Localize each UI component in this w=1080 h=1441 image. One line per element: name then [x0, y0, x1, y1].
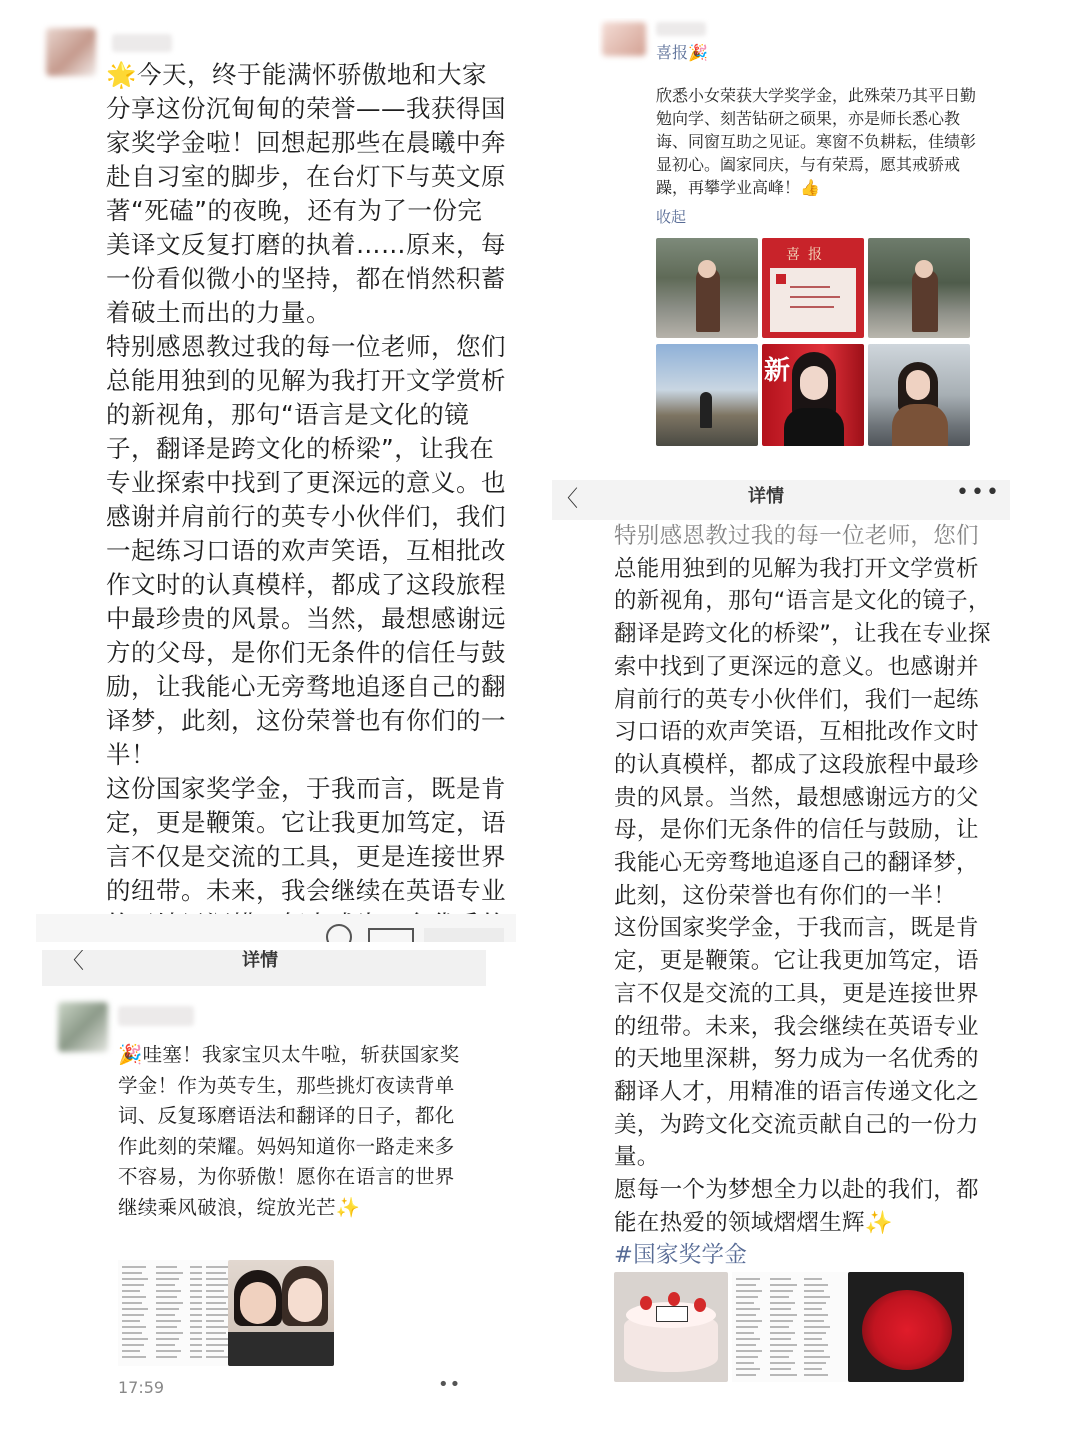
list-line: [206, 1350, 224, 1352]
list-image[interactable]: [202, 1260, 230, 1366]
list-line: [804, 1320, 824, 1322]
list-line: [770, 1290, 793, 1292]
list-line: [770, 1314, 797, 1316]
list-line: [206, 1344, 228, 1346]
list-line: [736, 1296, 758, 1298]
person-figure: [700, 392, 712, 428]
certificate-line: [790, 286, 830, 288]
list-line: [736, 1278, 760, 1280]
list-line: [206, 1272, 226, 1274]
list-line: [156, 1284, 175, 1286]
list-line: [156, 1356, 177, 1358]
person-body: [892, 404, 948, 446]
timestamp: 17:59: [118, 1378, 165, 1397]
post-paragraph: 这份国家奖学金，于我而言，既是肯定，更是鞭策。它让我更加笃定，语言不仅是交流的工具，更是连接世界的纽带。未来，我会继续在英语专业的天地里深耕，努力成为一名优秀的翻译人才，用精准的语言传递文化之美，为跨文化交流贡献自己的一份力量。: [614, 915, 979, 1171]
username-blurred[interactable]: [656, 22, 706, 36]
list-line: [122, 1356, 146, 1358]
person-face: [240, 1282, 276, 1324]
certificate-seal: [776, 274, 786, 284]
person-body: [784, 408, 844, 446]
bottom-toolbar: [36, 914, 516, 942]
list-line: [206, 1266, 230, 1268]
post-paragraph: 这份国家奖学金，于我而言，既是肯定，更是鞭策。它让我更加笃定，语言不仅是交流的工具，更是连接世界的纽带。未来，我会继续在英语专业: [106, 774, 506, 905]
list-line: [122, 1326, 146, 1328]
list-line: [770, 1344, 797, 1346]
person-body: [228, 1332, 334, 1366]
list-line: [804, 1356, 830, 1358]
list-line: [122, 1344, 144, 1346]
list-line: [122, 1296, 146, 1298]
list-line: [156, 1350, 181, 1352]
list-line: [804, 1314, 828, 1316]
list-line: [122, 1308, 148, 1310]
list-line: [156, 1272, 183, 1274]
photo-1[interactable]: [656, 238, 758, 338]
list-line: [804, 1374, 828, 1376]
person-figure: [912, 270, 938, 332]
strawberry: [668, 1292, 680, 1306]
toolbar-placeholder: [424, 928, 504, 942]
list-line: [122, 1320, 140, 1322]
list-line: [736, 1374, 756, 1376]
list-line: [770, 1350, 793, 1352]
list-line: [736, 1338, 760, 1340]
list-line: [804, 1278, 822, 1280]
hashtag-link[interactable]: #国家奖学金: [614, 1242, 748, 1269]
photo-cake[interactable]: [614, 1272, 728, 1382]
username-blurred[interactable]: [118, 1006, 194, 1026]
list-line: [736, 1308, 760, 1310]
list-line: [804, 1338, 822, 1340]
list-line: [206, 1356, 230, 1358]
rect-icon[interactable]: [368, 928, 414, 942]
list-line: [736, 1350, 762, 1352]
photo-3[interactable]: [868, 238, 970, 338]
avatar[interactable]: [58, 1002, 108, 1052]
list-line: [122, 1266, 146, 1268]
photo-selfie[interactable]: [228, 1260, 334, 1366]
list-line: [736, 1290, 762, 1292]
list-line: [156, 1344, 175, 1346]
post-text: 欣悉小女荣获大学奖学金，此殊荣乃其平日勤勉向学、刻苦钻研之硕果，亦是师长悉心教诲、同窗互助之见证。寒窗不负耕耘，佳绩彰显初心。阖家同庆，与有荣焉，愿其戒骄戒躁，再攀学业高峰！👍: [656, 86, 977, 197]
avatar[interactable]: [46, 28, 96, 76]
list-line: [206, 1308, 230, 1310]
post-paragraph: 🌟今天，终于能满怀骄傲地和大家分享这份沉甸甸的荣誉——我获得国家奖学金啦！回想起那些在晨曦中奔赴自习室的脚步，在台灯下与英文原著“死磕”的夜晚，还有为了一份完美译文反复打磨的执着……原来，每一份看似微小的坚持，都在悄然积蓄着破土而出的力量。: [106, 60, 506, 327]
list-line: [770, 1374, 797, 1376]
list-line: [206, 1314, 228, 1316]
certificate-title: 喜报: [786, 247, 830, 263]
person-face: [800, 366, 828, 400]
list-line: [804, 1290, 824, 1292]
collapse-link[interactable]: 收起: [656, 208, 687, 226]
list-line: [770, 1284, 797, 1286]
list-line: [122, 1314, 144, 1316]
back-icon[interactable]: 〈: [62, 950, 85, 974]
list-line: [770, 1368, 791, 1370]
cropped-line: 特别感恩教过我的每一位老师，您们: [614, 523, 979, 549]
list-line: [770, 1296, 789, 1298]
list-line: [770, 1308, 791, 1310]
photo-4[interactable]: [656, 344, 758, 446]
list-line: [770, 1326, 789, 1328]
more-icon[interactable]: ••: [438, 1374, 462, 1395]
nav-title: 详情: [748, 486, 784, 507]
post-title[interactable]: 喜报🎉: [656, 43, 708, 62]
list-line: [122, 1350, 140, 1352]
back-icon[interactable]: 〈: [556, 487, 579, 512]
list-line: [206, 1296, 230, 1298]
list-line: [804, 1326, 830, 1328]
list-line: [736, 1356, 758, 1358]
list-line: [156, 1332, 183, 1334]
list-line: [770, 1278, 791, 1280]
certificate-line: [790, 296, 840, 298]
photo-6[interactable]: [868, 344, 970, 446]
list-line: [206, 1338, 230, 1340]
list-line: [156, 1308, 179, 1310]
post-panel-right-top: [598, 18, 998, 456]
list-image[interactable]: [732, 1272, 848, 1382]
strawberry: [694, 1298, 706, 1312]
list-line: [736, 1284, 756, 1286]
post-text: [614, 520, 999, 1272]
post-paragraph: 特别感恩教过我的每一位老师，您们总能用独到的见解为我打开文学赏析的新视角，那句“语言是文化的镜子，翻译是跨文化的桥梁”，让我在专业探索中找到了更深远的意义。也感谢并肩前行的英专小伙伴们，我们一起练习口语的欢声笑语，互相批改作文时的认真模样，都成了这段旅程中最珍贵的风景。当然，最想感谢远方的父母，是你们无条件的信任与鼓励，让我能心无旁骛地追逐自己的翻译梦，此刻，这份荣誉也有你们的一半！: [106, 332, 506, 769]
list-line: [156, 1338, 179, 1340]
list-line: [156, 1314, 175, 1316]
list-line: [122, 1278, 148, 1280]
list-line: [122, 1338, 148, 1340]
list-line: [736, 1368, 760, 1370]
circle-icon[interactable]: [326, 924, 352, 942]
list-line: [804, 1308, 822, 1310]
post-paragraph: 总能用独到的见解为我打开文学赏析的新视角，那句“语言是文化的镜子，翻译是跨文化的桥梁”，让我在专业探索中找到了更深远的意义。也感谢并肩前行的英专小伙伴们，我们一起练习口语的欢声笑语，互相批改作文时的认真模样，都成了这段旅程中最珍贵的风景。当然，最想感谢远方的父母，是你们无条件的信任与鼓励，让我能心无旁骛地追逐自己的翻译梦，此刻，这份荣誉也有你们的一半！: [614, 555, 991, 909]
list-line: [156, 1320, 181, 1322]
list-line: [122, 1272, 142, 1274]
post-paragraph: 愿每一个为梦想全力以赴的我们，都能在热爱的领域熠熠生辉✨: [614, 1177, 979, 1236]
list-line: [156, 1266, 177, 1268]
list-line: [736, 1302, 754, 1304]
list-line: [736, 1344, 756, 1346]
list-line: [736, 1332, 754, 1334]
photo-roses[interactable]: [848, 1272, 964, 1382]
cake-topper: [656, 1306, 688, 1322]
list-line: [156, 1326, 177, 1328]
more-icon[interactable]: •••: [956, 480, 1001, 505]
list-line: [156, 1290, 181, 1292]
list-line: [770, 1338, 791, 1340]
list-line: [804, 1350, 824, 1352]
avatar[interactable]: [602, 22, 646, 56]
certificate-line: [790, 306, 834, 308]
list-line: [770, 1320, 793, 1322]
list-line: [736, 1320, 762, 1322]
list-line: [804, 1302, 826, 1304]
nav-title: 详情: [242, 950, 278, 971]
rose-bouquet: [862, 1290, 952, 1370]
detail-nav-bar: [552, 480, 1010, 520]
list-line: [122, 1284, 144, 1286]
list-line: [156, 1302, 183, 1304]
post-text: 🎉哇塞！我家宝贝太牛啦，斩获国家奖学金！作为英专生，那些挑灯夜读背单词、反复琢磨语法和翻译的日子，都化作此刻的荣耀。妈妈知道你一路走来多不容易，为你骄傲！愿你在语言的世界继续乘风破浪，绽放光芒✨: [118, 1043, 460, 1219]
post-text: [106, 58, 506, 942]
list-line: [770, 1356, 789, 1358]
list-line: [206, 1284, 228, 1286]
list-line: [804, 1362, 826, 1364]
list-line: [156, 1296, 177, 1298]
list-line: [770, 1332, 795, 1334]
new-label: 新: [764, 356, 791, 386]
list-line: [206, 1332, 226, 1334]
person-head: [698, 260, 716, 278]
list-line: [736, 1362, 754, 1364]
list-line: [770, 1362, 795, 1364]
photo-2-certificate[interactable]: [762, 238, 864, 338]
detail-panel-right: [552, 480, 1010, 1420]
post-panel-left-top: [36, 22, 516, 942]
list-line: [804, 1296, 830, 1298]
post-panel-left-bottom: [42, 950, 486, 1420]
list-line: [206, 1278, 230, 1280]
detail-nav-bar: [42, 950, 486, 986]
list-line: [804, 1332, 826, 1334]
list-line: [736, 1314, 756, 1316]
person-face: [906, 370, 930, 400]
list-line: [122, 1332, 142, 1334]
list-line: [206, 1320, 224, 1322]
list-line: [206, 1326, 230, 1328]
person-head: [915, 260, 933, 278]
photo-5[interactable]: [762, 344, 864, 446]
list-line: [736, 1326, 758, 1328]
list-line: [122, 1302, 142, 1304]
list-line: [206, 1290, 224, 1292]
person-face: [288, 1278, 322, 1322]
username-blurred[interactable]: [112, 34, 172, 52]
list-line: [206, 1302, 226, 1304]
list-line: [804, 1284, 828, 1286]
list-line: [804, 1368, 822, 1370]
list-line: [156, 1278, 179, 1280]
list-line: [804, 1344, 828, 1346]
list-line: [770, 1302, 795, 1304]
strawberry: [640, 1296, 652, 1310]
list-line: [122, 1290, 140, 1292]
